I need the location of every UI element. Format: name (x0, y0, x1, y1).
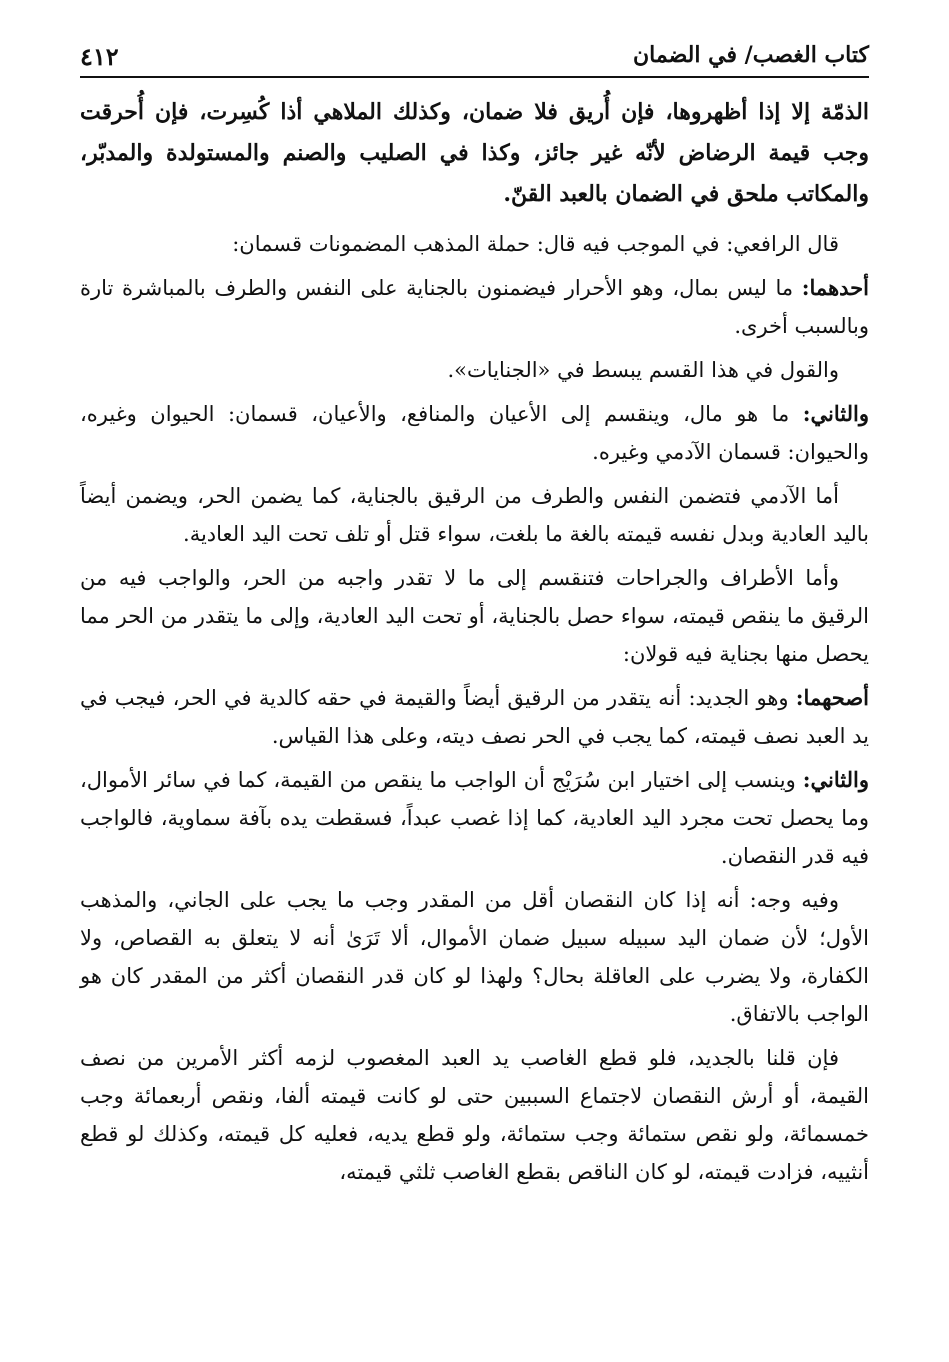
paragraph-lead: أحدهما: (801, 275, 869, 300)
paragraph-lead: والثاني: (802, 401, 869, 426)
paragraph-text: وهو الجديد: أنه يتقدر من الرقيق أيضاً والقيمة في حقه كالدية في الحر، فيجب في يد العبد نصف قيمته، كما يجب في الحر نصف ديته، وعلى هذا القياس. (80, 686, 869, 748)
paragraph-text: وأما الأطراف والجراحات فتنقسم إلى ما لا تقدر واجبه من الحر، والواجب فيه من الرقيق ما ينقص قيمته، سواء حصل بالجناية، أو تحت اليد العادية، وإلى ما يتقدر من الحر مما يحصل منها بجناية فيه قولان: (80, 566, 869, 666)
paragraph-text: فإن قلنا بالجديد، فلو قطع الغاصب يد العبد المغصوب لزمه أكثر الأمرين من نصف القيمة، أو أرش النقصان لاجتماع السببين حتى لو كانت قيمته ألفا، ونقص أربعمائة وجب خمسمائة، ولو نقص ستمائة وجب ستمائة، ولو قطع يديه، فعليه كل قيمته، وكذلك لو قطع أنثييه، فزادت قيمته، لو كان الناقص بقطع الغاصب ثلثي قيمته، (80, 1046, 869, 1184)
paragraph (80, 881, 869, 1033)
paragraph (80, 269, 869, 345)
paragraph (80, 679, 869, 755)
paragraph (80, 477, 869, 553)
matn-paragraph (80, 92, 869, 215)
page-number: ٤١٢ (80, 42, 119, 71)
paragraph-text: قال الرافعي: في الموجب فيه قال: حملة المذهب المضمونات قسمان: (232, 232, 839, 256)
paragraph-text: ما ليس بمال، وهو الأحرار فيضمنون بالجناية على النفس والطرف بالمباشرة تارة وبالسبب أخرى. (80, 276, 869, 338)
paragraph-text: ما هو مال، وينقسم إلى الأعيان والمنافع، والأعيان، قسمان: الحيوان وغيره، والحيوان: قسمان الآدمي وغيره. (80, 402, 869, 464)
paragraph-text: وفيه وجه: أنه إذا كان النقصان أقل من المقدر وجب ما يجب على الجاني، والمذهب الأول؛ لأن ضمان اليد سبيله سبيل ضمان الأموال، ألا تَرَىٰ أنه لا يتعلق به القصاص، ولا الكفارة، ولا يضرب على العاقلة بحال؟ ولهذا لو كان قدر النقصان أكثر من المقدر كان هو الواجب بالاتفاق. (80, 888, 869, 1026)
paragraph-text: وينسب إلى اختيار ابن سُرَيْج أن الواجب ما ينقص من القيمة، كما في سائر الأموال، وما يحصل تحت مجرد اليد العادية، كما إذا غصب عبداً، فسقطت يده بآفة سماوية، فالواجب فيه قدر النقصان. (80, 768, 869, 868)
paragraph-text: أما الآدمي فتضمن النفس والطرف من الرقيق بالجناية، كما يضمن الحر، ويضمن أيضاً باليد العادية وبدل نفسه قيمته بالغة ما بلغت، سواء قتل أو تلف تحت اليد العادية. (80, 484, 869, 546)
paragraph-text: والقول في هذا القسم يبسط في «الجنايات». (447, 358, 839, 382)
paragraph (80, 225, 869, 263)
paragraph (80, 559, 869, 673)
paragraph (80, 1039, 869, 1191)
paragraph-text: الذمّة إلا إذا أظهروها، فإن أُريق فلا ضمان، وكذلك الملاهي أذا كُسِرت، فإن أُحرقت وجب قيمة الرضاض لأنّه غير جائز، وكذا في الصليب والصنم والمستولدة والمدبّر، والمكاتب ملحق في الضمان بالعبد القنّ. (80, 99, 869, 207)
paragraph-lead: أصحهما: (795, 685, 869, 710)
paragraph-lead: والثاني: (802, 767, 869, 792)
page-body (80, 92, 869, 1302)
header-title: كتاب الغصب/ في الضمان (633, 42, 869, 68)
running-header (80, 38, 869, 78)
paragraph (80, 761, 869, 875)
paragraph (80, 395, 869, 471)
paragraph (80, 351, 869, 389)
